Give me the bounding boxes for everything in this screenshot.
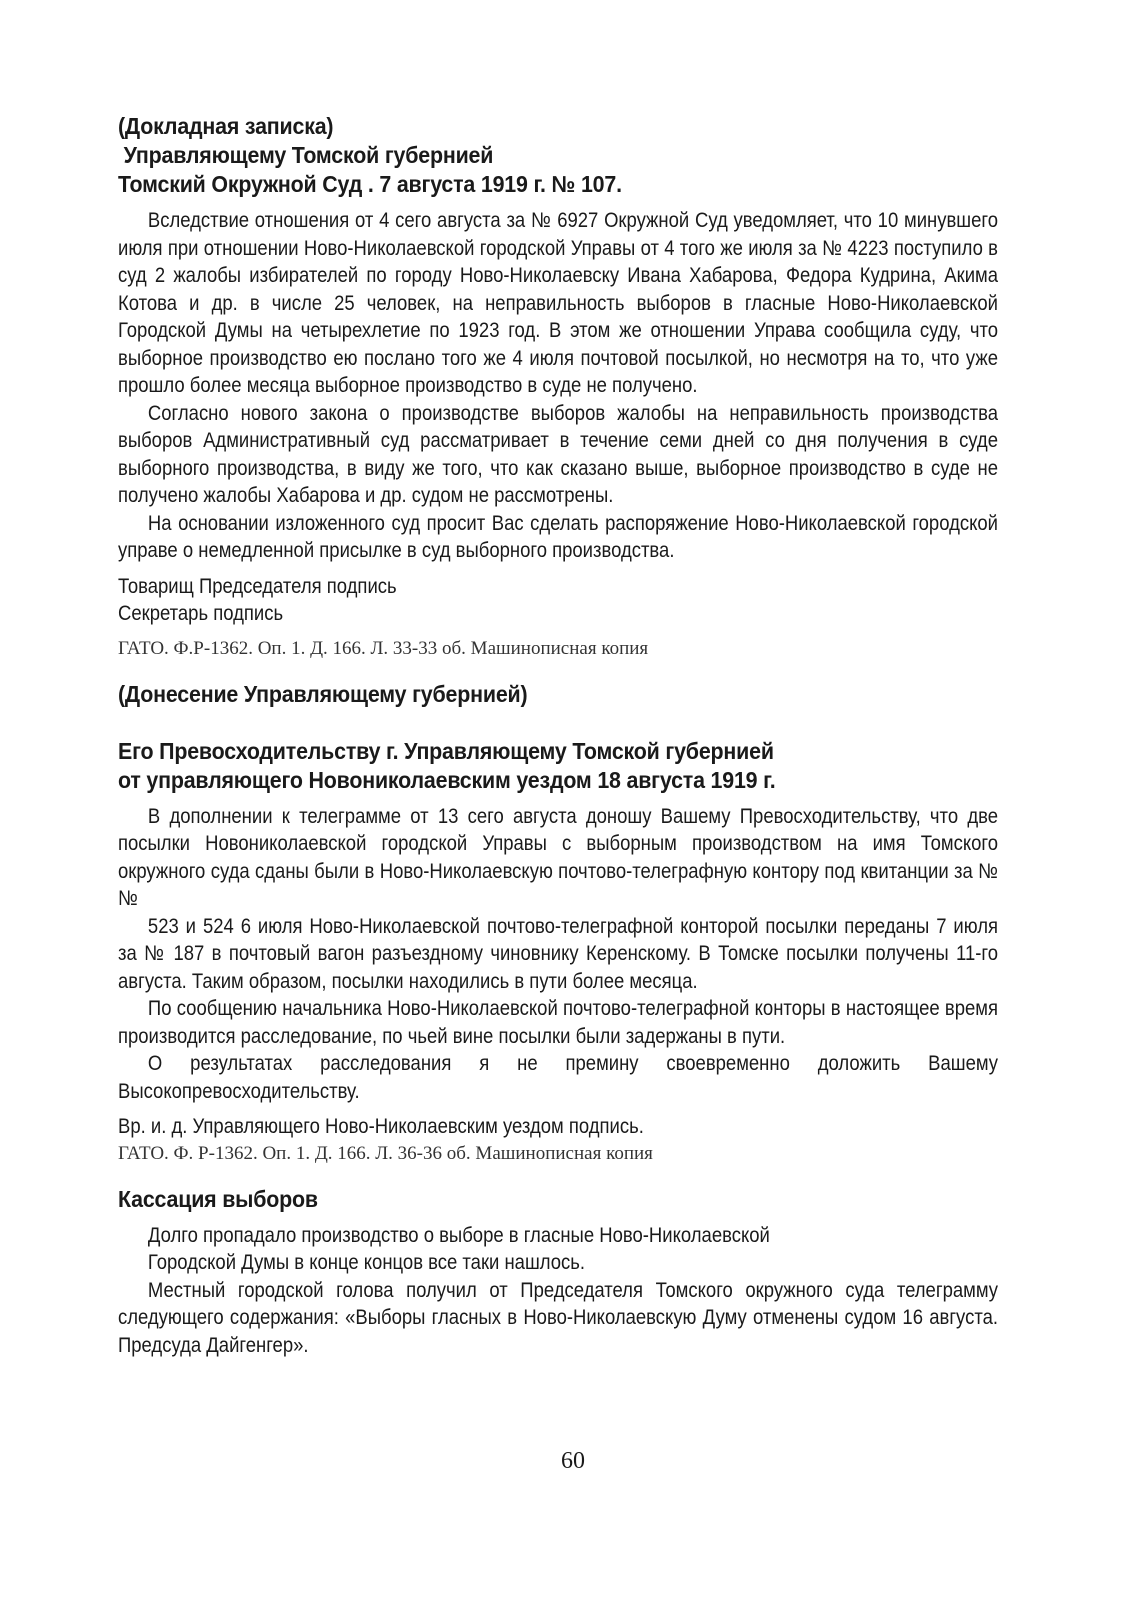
dispatch-title: (Донесение Управляющему губернией) <box>118 680 528 707</box>
cassation-line: Долго пропадало производство о выборе в гласные Ново-Николаевской <box>147 1223 770 1247</box>
cassation-paragraph: Местный городской голова получил от Председателя Томского окружного суда телеграмму следующего содержания: «Выборы гласных в Ново-Николаевскую Думу отменены судом 16 августа. Предсуда Дайгенгер». <box>118 1278 999 1357</box>
dispatch-sender-date: от управляющего Новониколаевским уездом 18 августа 1919 г. <box>118 766 776 793</box>
section-dispatch <box>118 680 998 1167</box>
page-number: 60 <box>561 1448 585 1474</box>
report-title: (Докладная записка) <box>118 113 334 139</box>
cassation-line: Городской Думы в конце концов все таки нашлось. <box>147 1251 586 1274</box>
signature-line: Секретарь подпись <box>118 602 284 625</box>
signature-line: Вр. и. д. Управляющего Ново-Николаевским уездом подпись. <box>118 1115 644 1138</box>
dispatch-paragraph: В дополнении к телеграмме от 13 сего августа доношу Вашему Превосходительству, что две посылки Новониколаевской городской Управы с выборным производством на имя Томского окружного суда сданы были в Ново-Николаевскую почтово-телеграфную контору под квитанции за №№ <box>118 804 999 910</box>
document-page <box>118 112 998 1359</box>
dispatch-addressee: Его Превосходительству г. Управляющему Томской губернией <box>118 737 774 764</box>
report-paragraph: Вследствие отношения от 4 сего августа за № 6927 Окружной Суд уведомляет, что 10 минувшего июля при отношении Ново-Николаевской городской Управы от 4 того же июля за № 4223 поступило в суд 2 жалобы избирателей по городу Ново-Николаевску Ивана Хабарова, Федора Кудрина, Акима Котова и др. в числе 25 человек, на неправильность выборов в гласные Ново-Николаевской Городской Думы на четырехлетие по 1923 год. В этом же отношении Управа сообщила суду, что выборное производство ею послано того же 4 июля почтовой посылкой, но несмотря на то, что уже прошло более месяца выборное производство в суде не получено. <box>118 209 999 397</box>
dispatch-paragraph: По сообщению начальника Ново-Николаевской почтово-телеграфной конторы в настоящее время производится расследование, по чьей вине посылки были задержаны в пути. <box>118 997 999 1048</box>
cassation-title: Кассация выборов <box>118 1185 318 1212</box>
archive-source: ГАТО. Ф.Р-1362. Оп. 1. Д. 166. Л. 33-33 об. Машинописная копия <box>118 637 649 659</box>
signature-line: Товарищ Председателя подпись <box>118 574 397 598</box>
dispatch-paragraph: О результатах расследования я не премину своевременно доложить Вашему Высокопревосходительству. <box>118 1052 999 1103</box>
report-addressee: Управляющему Томской губернией <box>123 142 494 168</box>
report-paragraph: Согласно нового закона о производстве выборов жалобы на неправильность производства выборов Административный суд рассматривает в течение семи дней со дня получения в суде выборного производства, в виду же того, что как сказано выше, выборное производство в суде не получено жалобы Хабарова и др. судом не рассмотрены. <box>118 401 999 507</box>
dispatch-paragraph: 523 и 524 6 июля Ново-Николаевской почтово-телеграфной конторой посылки переданы 7 июля за № 187 в почтовый вагон разъездному чиновнику Керенскому. В Томске посылки получены 11-го августа. Таким образом, посылки находились в пути более месяца. <box>118 914 999 993</box>
report-sender-date: Томский Окружной Суд . 7 августа 1919 г. № 107. <box>118 171 622 197</box>
section-cassation <box>118 1185 998 1360</box>
archive-source: ГАТО. Ф. Р-1362. Оп. 1. Д. 166. Л. 36-36 об. Машинописная копия <box>118 1142 653 1164</box>
section-report <box>118 112 998 662</box>
report-paragraph: На основании изложенного суд просит Вас сделать распоряжение Ново-Николаевской городской управе о немедленной присылке в суд выборного производства. <box>118 511 999 562</box>
